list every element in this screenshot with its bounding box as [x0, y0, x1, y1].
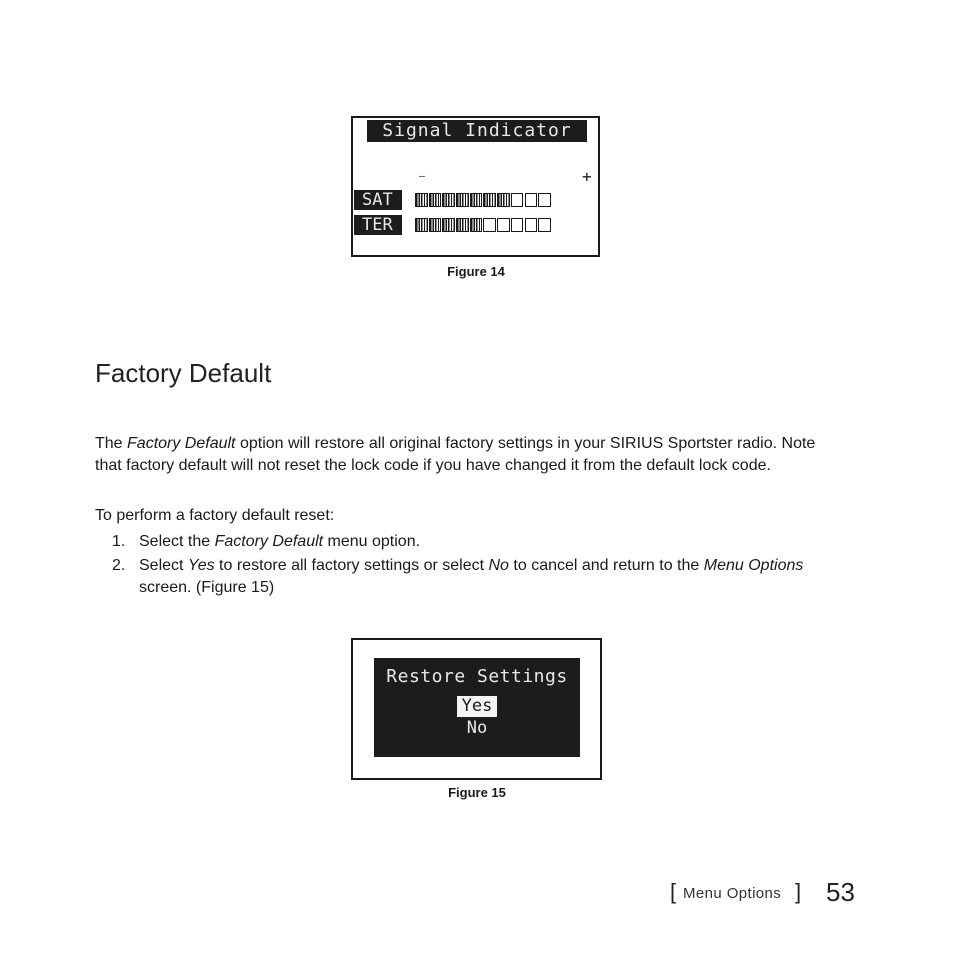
figure-14-caption: Figure 14	[447, 264, 505, 279]
signal-segment	[429, 218, 442, 232]
lead-in-text: To perform a factory default reset:	[95, 507, 335, 524]
sat-label: SAT	[354, 190, 402, 210]
no-option: No	[466, 718, 488, 738]
step-text: Select the Factory Default menu option.	[139, 533, 421, 550]
intro-emphasis: Factory Default	[127, 435, 236, 452]
step-text: Select Yes to restore all factory settings or select No to cancel and return to the Menu Options screen. (Figure 15)	[139, 557, 804, 596]
restore-settings-figure	[351, 638, 602, 780]
intro-text-1: The	[95, 435, 128, 452]
intro-text-2: option will restore all original factory settings in your SIRIUS Sportster radio. Note that factory default will not reset the lock code if you have changed it from the default lock code.	[95, 435, 816, 474]
signal-segment	[497, 218, 510, 232]
signal-segment	[456, 218, 469, 232]
yes-option: Yes	[457, 696, 497, 717]
signal-segment	[442, 218, 455, 232]
signal-segment	[511, 193, 524, 207]
signal-segment	[415, 193, 428, 207]
signal-segment	[525, 193, 538, 207]
page-number: 53	[826, 877, 855, 907]
signal-segment	[538, 193, 551, 207]
signal-segment	[511, 218, 524, 232]
signal-segment	[442, 193, 455, 207]
footer-section-name: Menu Options	[683, 885, 782, 902]
signal-segment	[483, 193, 496, 207]
step-number: 1.	[112, 533, 126, 550]
restore-settings-title: Restore Settings	[386, 666, 568, 687]
signal-segment	[538, 218, 551, 232]
footer-close-bracket: ]	[795, 879, 802, 904]
signal-segment	[456, 193, 469, 207]
signal-segment	[470, 193, 483, 207]
signal-segment	[483, 218, 496, 232]
lcd-screen	[374, 658, 580, 757]
figure-15-caption: Figure 15	[448, 785, 506, 800]
signal-segment	[470, 218, 483, 232]
signal-segment	[429, 193, 442, 207]
signal-segment	[415, 218, 428, 232]
minus-symbol: –	[419, 171, 426, 182]
footer-open-bracket: [	[670, 879, 677, 904]
section-title: Factory Default	[95, 358, 272, 388]
ter-label: TER	[354, 215, 402, 235]
ter-signal-bars	[415, 218, 551, 232]
signal-indicator-figure	[351, 116, 600, 257]
intro-paragraph	[95, 433, 840, 477]
plus-symbol: +	[582, 167, 592, 186]
signal-indicator-title: Signal Indicator	[367, 120, 587, 142]
signal-segment	[525, 218, 538, 232]
step-number: 2.	[112, 557, 126, 574]
sat-signal-bars	[415, 193, 551, 207]
signal-segment	[497, 193, 510, 207]
